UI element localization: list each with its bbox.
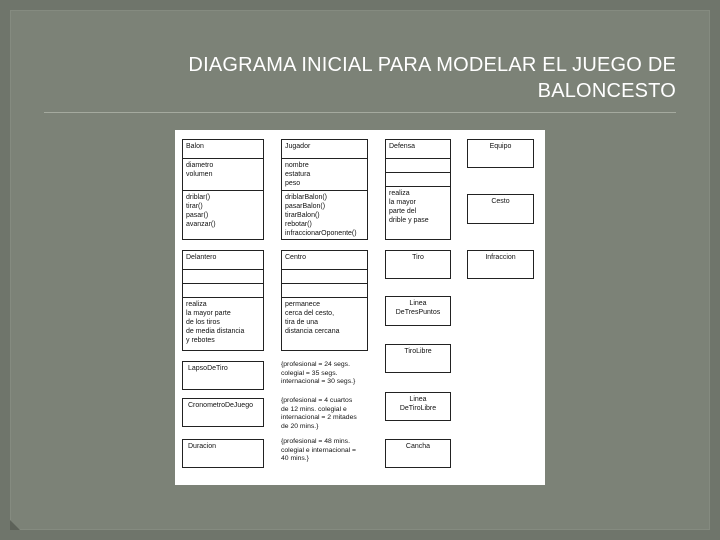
class-balon-name: Balon — [186, 143, 204, 150]
centro-note: permanece — [285, 301, 321, 308]
lapso-constraint-note — [281, 361, 355, 387]
class-cancha-name: Cancha — [405, 443, 431, 450]
class-tiro-libre-name: TiroLibre — [404, 348, 432, 355]
class-centro-attributes — [282, 269, 367, 283]
class-tiro — [385, 250, 451, 279]
class-defensa-methods — [386, 172, 450, 186]
class-delantero-methods — [183, 283, 263, 297]
jugador-attr: estatura — [285, 171, 311, 178]
class-infraccion-name: Infraccion — [485, 254, 516, 261]
class-tiro-name: Tiro — [412, 254, 424, 261]
corner-decoration — [10, 520, 20, 530]
balon-attr: diametro — [186, 162, 214, 169]
jugador-method: pasarBalon() — [285, 203, 326, 210]
slide-title-line-1: DIAGRAMA INICIAL PARA MODELAR EL JUEGO DE — [188, 54, 676, 76]
class-equipo — [467, 139, 534, 168]
class-cesto — [467, 194, 534, 224]
cronometro-note-line: {profesional = 4 cuartos — [281, 397, 353, 404]
duracion-note-line: colegial e internacional = — [281, 446, 357, 454]
class-delantero-notes — [183, 297, 263, 347]
class-centro-name: Centro — [285, 254, 307, 261]
jugador-attr: nombre — [285, 162, 309, 169]
slide-title-line-2: BALONCESTO — [537, 80, 676, 102]
centro-note: tira de una — [285, 319, 319, 326]
delantero-note: realiza — [186, 301, 207, 308]
class-linea-tres-puntos — [385, 296, 451, 326]
class-tiro-libre — [385, 344, 451, 373]
defensa-note: la mayor — [389, 199, 416, 206]
jugador-attr: peso — [285, 180, 301, 187]
lapso-note-line: {profesional = 24 segs. — [281, 361, 350, 368]
class-defensa-name: Defensa — [389, 143, 416, 150]
class-cronometro-name: CronometroDeJuego — [188, 402, 253, 409]
cronometro-note-line: de 12 mins. colegial e — [281, 405, 347, 413]
balon-attr: volumen — [186, 171, 213, 178]
linea-tiro-libre-name: Linea — [409, 396, 427, 403]
jugador-method: tirarBalon() — [285, 212, 320, 219]
class-duracion-name: Duracion — [188, 443, 217, 450]
linea-tres-name: Linea — [409, 300, 427, 307]
defensa-note: realiza — [389, 190, 410, 197]
class-centro — [281, 250, 368, 351]
jugador-method: driblarBalon() — [285, 194, 328, 201]
delantero-note: la mayor parte — [186, 310, 231, 317]
duracion-constraint-note — [281, 438, 356, 464]
balon-method: tirar() — [186, 203, 203, 210]
class-balon-methods — [183, 190, 263, 231]
defensa-note: parte del — [389, 208, 417, 215]
class-delantero — [182, 250, 264, 351]
class-equipo-name: Equipo — [489, 143, 512, 150]
centro-note: distancia cercana — [285, 328, 340, 335]
class-centro-methods — [282, 283, 367, 297]
cronometro-note-line: de 20 mins.} — [281, 422, 319, 430]
linea-tiro-libre-name: DeTiroLibre — [399, 405, 437, 412]
duracion-note-line: 40 mins.} — [281, 455, 309, 462]
class-lapso-de-tiro — [182, 361, 264, 390]
class-defensa-attributes — [386, 158, 450, 172]
title-divider — [44, 112, 676, 113]
class-jugador-name: Jugador — [285, 143, 311, 150]
class-cesto-name: Cesto — [491, 198, 510, 205]
class-jugador-methods — [282, 190, 367, 240]
class-cronometro-de-juego — [182, 398, 264, 427]
cronometro-constraint-note — [281, 397, 357, 431]
jugador-method: infraccionarOponente() — [285, 230, 357, 237]
duracion-note-line: {profesional = 48 mins. — [281, 438, 350, 445]
class-defensa — [385, 139, 451, 240]
jugador-method: rebotar() — [285, 221, 312, 228]
class-delantero-name: Delantero — [186, 254, 217, 261]
balon-method: driblar() — [186, 194, 211, 201]
centro-note: cerca del cesto, — [285, 310, 335, 317]
lapso-note-line: colegial = 35 segs. — [281, 369, 338, 377]
balon-method: avanzar() — [186, 221, 216, 228]
delantero-note: y rebotes — [186, 337, 215, 344]
defensa-note: drible y pase — [389, 217, 429, 224]
lapso-note-line: internacional = 30 segs.} — [281, 378, 356, 385]
delantero-note: de media distancia — [186, 328, 245, 335]
class-balon-attributes — [183, 158, 263, 190]
class-diagram-image — [175, 130, 545, 485]
balon-method: pasar() — [186, 212, 209, 219]
class-jugador — [281, 139, 368, 240]
class-centro-notes — [282, 297, 367, 338]
linea-tres-name: DeTresPuntos — [395, 309, 441, 316]
class-cancha — [385, 439, 451, 468]
class-duracion — [182, 439, 264, 468]
delantero-note: de los tiros — [186, 319, 220, 326]
class-linea-tiro-libre — [385, 392, 451, 421]
slide-title — [56, 52, 676, 104]
class-jugador-attributes — [282, 158, 367, 190]
class-balon — [182, 139, 264, 240]
class-lapso-name: LapsoDeTiro — [188, 365, 228, 372]
cronometro-note-line: internacional = 2 mitades — [281, 414, 357, 421]
class-infraccion — [467, 250, 534, 279]
class-defensa-notes — [386, 186, 450, 227]
class-delantero-attributes — [183, 269, 263, 283]
